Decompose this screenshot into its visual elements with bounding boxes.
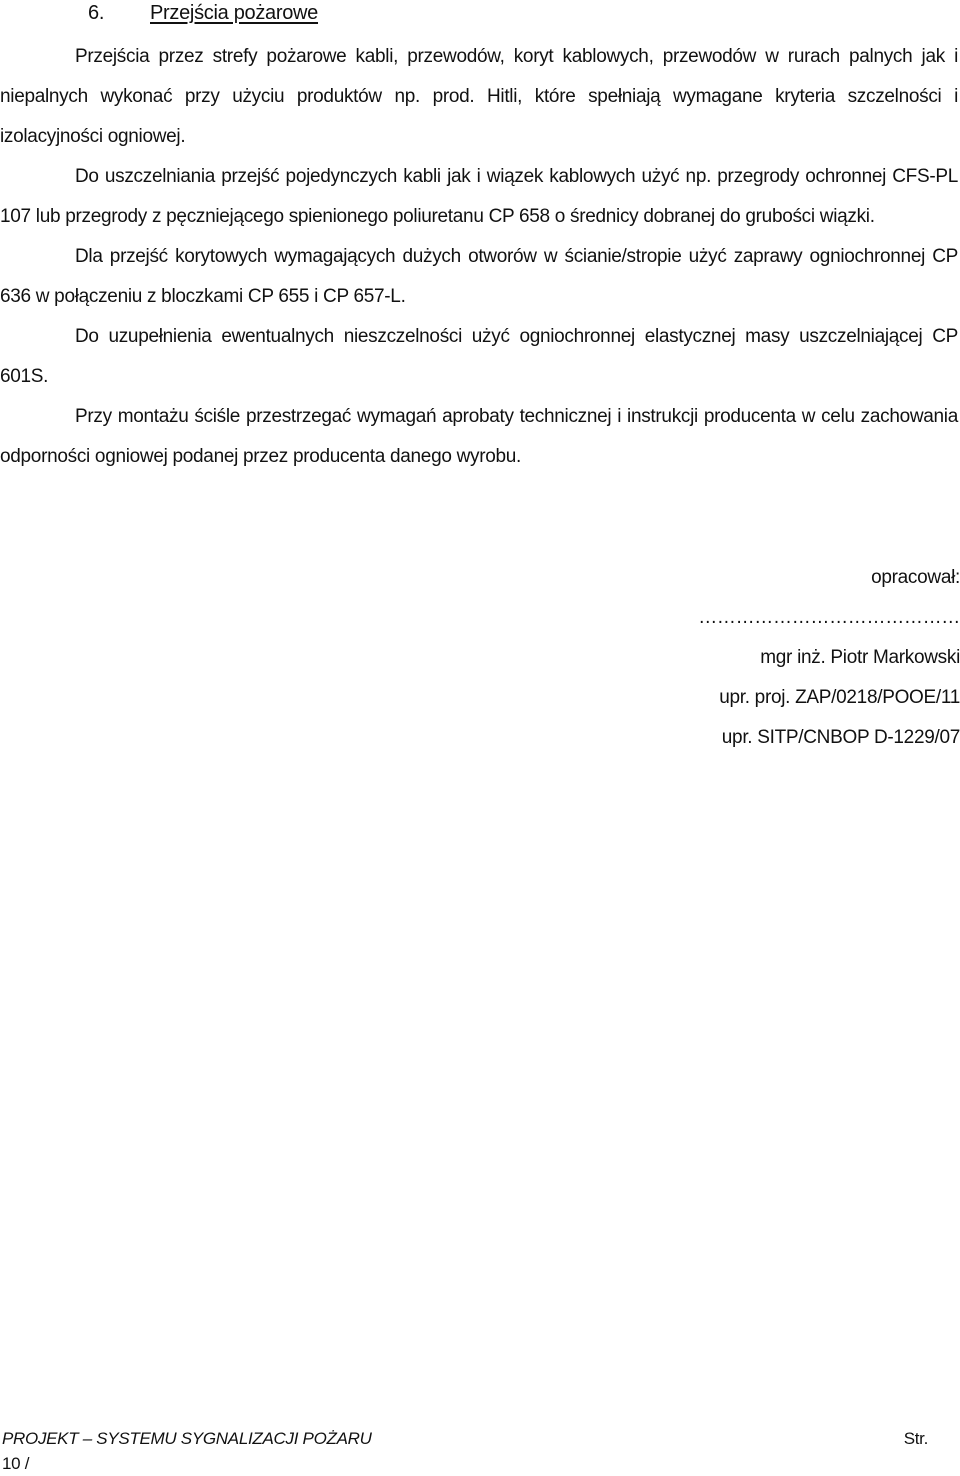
section-heading: [88, 0, 318, 26]
signature-license-fire: upr. SITP/CNBOP D-1229/07: [721, 727, 960, 748]
paragraph-leak-filling: Do uzupełnienia ewentualnych nieszczelności użyć ogniochronnej elastycznej masy uszczelniającej CP 601S.: [0, 326, 958, 387]
signature-license-design: upr. proj. ZAP/0218/POOE/11: [719, 687, 960, 708]
section-body: [0, 37, 958, 477]
signature-label: opracował:: [871, 567, 960, 588]
paragraph-installation-rules: Przy montażu ściśle przestrzegać wymagań aprobaty technicznej i instrukcji producenta w celu zachowania odporności ogniowej podanej przez producenta danego wyrobu.: [0, 406, 958, 467]
signature-block: [540, 558, 960, 758]
footer-project-title: PROJEKT – SYSTEMU SYGNALIZACJI POŻARU: [2, 1429, 372, 1448]
footer-page-label: Str.: [903, 1429, 928, 1448]
section-title: Przejścia pożarowe: [150, 2, 319, 24]
signature-line: ……………………………………: [698, 607, 960, 628]
paragraph-fire-passages: Przejścia przez strefy pożarowe kabli, przewodów, koryt kablowych, przewodów w rurach palnych jak i niepalnych wykonać przy użyciu produktów np. prod. Hitli, które spełniają wymagane kryteria szczelności i izolacyjności ogniowej.: [0, 46, 958, 147]
footer-page-number: 10 /: [2, 1454, 30, 1473]
section-number: 6.: [88, 2, 105, 24]
paragraph-cable-sealing: Do uszczelniania przejść pojedynczych kabli jak i wiązek kablowych użyć np. przegrody ochronnej CFS-PL 107 lub przegrody z pęczniejącego spienionego poliuretanu CP 658 o średnicy dobranej do grubości wiązki.: [0, 166, 958, 227]
signature-name: mgr inż. Piotr Markowski: [760, 647, 960, 668]
paragraph-tray-passages: Dla przejść korytowych wymagających dużych otworów w ścianie/stropie użyć zaprawy ogniochronnej CP 636 w połączeniu z bloczkami CP 655 i CP 657-L.: [0, 246, 958, 307]
